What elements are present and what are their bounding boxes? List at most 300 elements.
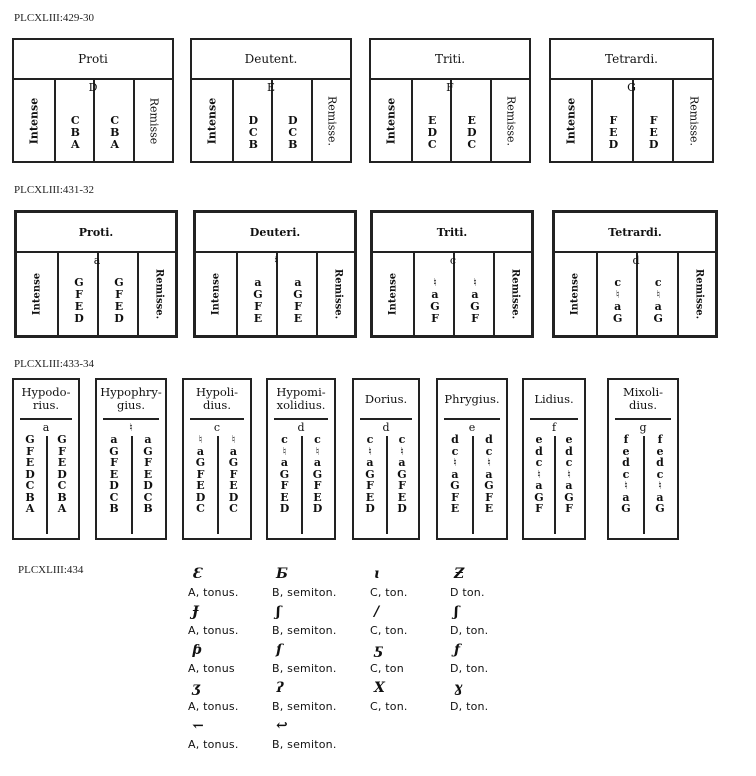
note-stack [248,115,258,151]
neume-caption: B, semiton. [272,662,337,675]
table-column [490,80,532,161]
mode-table [370,210,534,338]
note: E [57,456,67,469]
final-note: g [639,421,647,434]
table-title: Tetrardi. [551,40,712,80]
final-note: c [449,254,457,267]
note: C [467,138,477,151]
note: G [655,502,665,515]
note-stack [427,115,437,151]
table-column [311,80,353,161]
note: D [57,467,67,481]
neume-sign-icon: ↩ [276,718,288,734]
final-note: d [297,421,305,434]
note: e [535,433,543,446]
neume-sign-icon: Ƶ [454,566,465,582]
note: E [74,300,84,313]
mode-table [369,38,531,163]
note: G [564,490,574,504]
note: ♮ [615,288,620,301]
note: G [143,444,153,458]
note: a [254,276,262,289]
mode-title: Hypodo- rius. [21,385,71,412]
neume-caption: A, tonus. [188,700,239,713]
final-note: D [88,81,98,94]
note: a [656,490,664,504]
table-title: Triti. [373,213,531,253]
table-column [271,80,313,161]
note: C [57,479,67,492]
neume-sign-icon: ʃ [276,604,281,620]
mode-box [522,378,586,540]
note: F [144,456,152,469]
mode-title: Hypomi- xolidius. [276,385,326,412]
note: ♮ [368,444,372,458]
neume-sign-icon: ʒ [192,680,200,696]
note: D [279,502,290,515]
table-column [316,253,358,335]
neume-caption: C, ton. [370,586,408,599]
note: C [70,114,80,127]
note-column [643,434,677,515]
table-title: Deutent. [192,40,350,80]
note: d [622,456,630,469]
note-stack [649,115,659,151]
note: D [466,126,477,139]
note: D [397,502,407,515]
neume-sign-icon: X [374,680,385,696]
mode-box [436,378,508,540]
left-label: Intense [27,97,41,144]
note: a [431,288,439,301]
note: E [450,502,460,515]
note: F [313,479,322,492]
note: a [614,300,622,313]
neume-caption: D ton. [450,586,485,599]
note-stack [293,277,302,325]
note: E [293,312,303,325]
note: F [115,288,123,301]
table-column [276,253,318,335]
title-rule [190,418,244,420]
note: C [229,502,238,515]
note: C [248,126,258,139]
note-column [97,434,131,515]
note-column [301,434,334,515]
neume-sign-icon: ɩ [374,566,380,582]
mode-box [352,378,420,540]
table-column [453,253,495,335]
note: a [313,456,322,469]
mode-title: Dorius. [364,391,408,406]
note: G [653,312,663,325]
note: E [196,479,205,492]
note: C [109,490,119,504]
note: B [143,502,153,515]
final-note: c [213,421,221,434]
left-label: Intense [210,272,222,316]
note: A [110,138,120,151]
neume-sign-icon: Ƃ [276,566,288,582]
note: d [565,444,573,458]
note: C [110,114,120,127]
table-title: Tetrardi. [555,213,715,253]
left-label: Intense [564,97,578,144]
note: G [74,276,84,289]
note: G [621,502,631,515]
right-label: Remisse. [153,268,165,320]
table-title: Proti. [17,213,175,253]
note: F [451,490,459,504]
note: a [294,276,302,289]
note: E [365,490,375,504]
table-column [677,253,720,335]
note: G [365,467,375,481]
note-stack [288,115,298,151]
neume-sign-icon: Ɛ [192,566,203,582]
table-column [57,253,99,335]
note: f [657,433,663,446]
note: E [109,467,119,481]
neume-caption: C, ton. [370,624,408,637]
note: ♮ [453,456,457,469]
note: G [114,276,124,289]
table-column [373,253,413,335]
note: D [608,138,619,151]
note: B [57,490,67,504]
note: ♮ [567,467,571,481]
neume-caption: B, semiton. [272,738,337,751]
mode-box [95,378,167,540]
note: F [294,300,302,313]
note: A [57,502,67,515]
note: G [613,312,623,325]
left-label: Intense [31,272,43,316]
note: a [451,467,459,481]
note: C [288,126,298,139]
neume-caption: C, ton. [370,700,408,713]
note: c [535,456,543,469]
mode-box [266,378,336,540]
note: E [467,114,476,127]
note: f [623,433,629,446]
neume-caption: A, tonus. [188,624,239,637]
note-stack [613,277,622,325]
note: E [313,490,322,504]
note: G [253,288,263,301]
mode-title: Lidius. [534,391,574,406]
note: B [70,126,80,139]
neume-caption: B, semiton. [272,700,337,713]
title-rule [615,418,671,420]
section-label: PLCXLIII:429-30 [14,12,95,24]
note-column [217,434,250,515]
mode-table [14,210,178,338]
note: A [25,502,35,515]
neume-sign-icon: ƽ [374,642,382,658]
neume-caption: B, semiton. [272,586,337,599]
note: E [397,490,407,504]
note: D [143,479,153,492]
section-label: PLCXLIII:434 [18,564,84,576]
neume-caption: A, tonus [188,662,235,675]
note: a [110,433,118,446]
note: F [58,444,66,458]
mode-table [12,38,174,163]
right-label: Remisse. [509,268,521,320]
mode-title: Hypoli- dius. [195,385,239,412]
note: a [144,433,152,446]
note: ♮ [487,456,491,469]
note: D [427,126,438,139]
note: G [312,467,323,481]
note: E [143,467,153,481]
neume-caption: B, semiton. [272,624,337,637]
note-stack [74,277,84,325]
note: B [109,502,119,515]
note: D [312,502,323,515]
table-title: Triti. [371,40,529,80]
note: D [228,490,239,504]
note: C [143,490,153,504]
note: F [75,288,83,301]
note: a [565,479,573,492]
note: F [535,502,543,515]
note: B [288,138,298,151]
final-note: a [93,254,101,267]
note: F [229,467,238,481]
final-note: f [551,421,557,434]
table-column [636,253,679,335]
note: a [471,288,479,301]
right-label: Remisse. [325,95,339,146]
mode-box [607,378,679,540]
note-column [472,434,506,515]
note: c [654,276,662,289]
note: ♮ [315,444,320,458]
note: E [253,312,263,325]
table-column [450,80,492,161]
note: E [428,114,437,127]
final-note: F [446,81,454,94]
note-column [354,434,386,515]
note-stack [110,115,119,151]
note-column [46,434,78,515]
neume-sign-icon: ƒ [454,642,461,658]
note: F [649,114,658,127]
note-column [268,434,301,515]
table-column [93,80,135,161]
final-note: ♮ [129,421,133,434]
note: E [229,479,238,492]
note: E [114,300,124,313]
note: ♮ [433,276,437,289]
left-label: Intense [387,272,399,316]
note: e [656,444,664,458]
right-label: Remisse. [687,95,701,146]
note: D [114,312,124,325]
note: C [25,479,35,492]
right-label: Remisse. [504,95,518,146]
table-column [196,253,236,335]
neume-caption: A, tonus. [188,586,239,599]
note: a [196,444,205,458]
note-stack [467,115,477,151]
mode-table [193,210,357,338]
note: F [431,312,439,325]
note-stack [470,277,479,325]
table-column [236,253,278,335]
mode-title: Phrygius. [444,391,500,406]
note: B [248,138,258,151]
table-column [672,80,714,161]
note: G [430,300,440,313]
note-column [184,434,217,515]
note: a [654,300,662,313]
note: F [565,502,573,515]
final-note: G [627,81,636,94]
note: F [609,114,618,127]
note-column [524,434,554,515]
note-column [609,434,643,515]
note: c [485,444,493,458]
note: F [254,300,262,313]
right-label: Remisse [147,97,161,144]
note: ♮ [658,479,662,492]
final-note: e [468,421,476,434]
table-column [551,80,591,161]
note: e [565,433,573,446]
note: a [622,490,630,504]
final-note: E [266,81,276,94]
title-rule [274,418,328,420]
neume-sign-icon: ʃ [454,604,459,620]
note-stack [430,277,439,325]
note-stack [654,277,663,325]
note: D [195,490,206,504]
note: F [196,467,205,481]
table-column [371,80,411,161]
note: ♮ [624,479,628,492]
note: F [26,444,34,458]
note: D [248,114,259,127]
neume-caption: D, ton. [450,662,489,675]
mode-box [12,378,80,540]
mode-table [552,210,718,338]
note: a [280,456,289,469]
note: d [535,444,543,458]
neume-sign-icon: / [374,604,380,620]
title-rule [444,418,500,420]
note: G [397,467,407,481]
neume-sign-icon: ƥ [192,642,202,658]
note-column [131,434,165,515]
note: G [450,479,460,492]
note: a [229,444,238,458]
neume-sign-icon: ʔ [276,680,284,696]
note: G [279,467,290,481]
mode-title: Mixoli- dius. [622,385,664,412]
note: E [609,126,618,139]
note: F [366,479,374,492]
section-label: PLCXLIII:431-32 [14,184,95,196]
neume-caption: C, ton [370,662,404,675]
title-rule [20,418,72,420]
final-note: a [42,421,50,434]
left-label: Intense [384,97,398,144]
left-label: Intense [205,97,219,144]
neume-sign-icon: ſ [276,642,283,658]
table-column [632,80,674,161]
note: c [622,467,630,481]
note: F [110,456,118,469]
note: D [287,114,298,127]
note: G [109,444,119,458]
table-column [192,80,232,161]
note: c [565,456,573,469]
note: A [70,138,80,151]
table-column [493,253,535,335]
note: G [195,456,206,469]
neume-sign-icon: ɣ [454,680,463,696]
table-column [14,80,54,161]
note: d [656,456,664,469]
table-title: Proti [14,40,172,80]
neume-sign-icon: ↽ [192,718,204,734]
note: C [196,502,205,515]
note: c [614,276,622,289]
note: G [484,479,494,492]
note: c [398,433,406,446]
note-column [438,434,472,515]
note: c [451,444,459,458]
note-stack [253,277,262,325]
note: E [484,502,494,515]
note: ♮ [282,444,287,458]
neume-caption: D, ton. [450,700,489,713]
note: E [25,456,35,469]
note: B [110,126,120,139]
note: C [427,138,437,151]
note: G [470,300,480,313]
note: a [366,456,374,469]
note: c [314,433,321,446]
note: D [109,479,119,492]
note: a [485,467,493,481]
final-note: d [382,421,390,434]
mode-table [549,38,714,163]
table-column [97,253,139,335]
note: F [471,312,479,325]
title-rule [103,418,159,420]
note: c [656,467,664,481]
note: B [25,490,35,504]
title-rule [360,418,412,420]
note: F [485,490,493,504]
table-column [133,80,175,161]
note: G [228,456,239,469]
mode-box [182,378,252,540]
note-column [14,434,46,515]
note: e [622,444,630,458]
final-note: ♮ [274,254,278,267]
note: ♮ [537,467,541,481]
title-rule [530,418,578,420]
note: ♮ [198,433,203,446]
table-column [17,253,57,335]
section-label: PLCXLIII:433-34 [14,358,95,370]
neume-sign-icon: Ɉ [192,604,199,620]
